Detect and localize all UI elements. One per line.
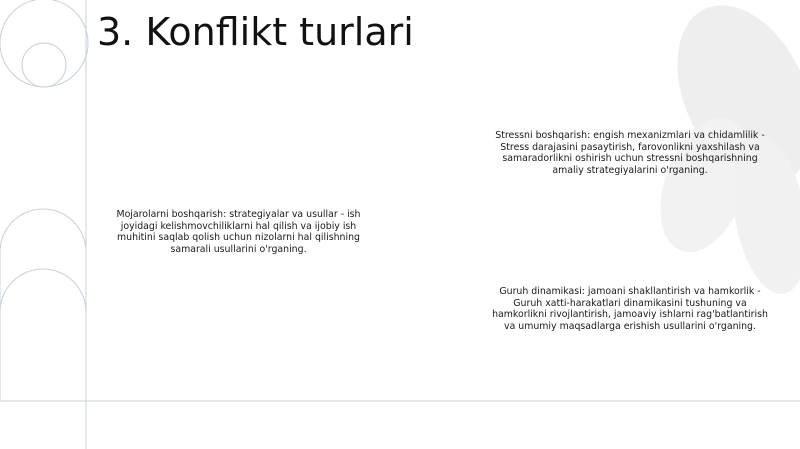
circle-small xyxy=(22,43,66,87)
group-dynamics-text: Guruh dinamikasi: jamoani shakllantirish va hamkorlik - Guruh xatti-harakatlari dinamikasini tushuning va hamkorlikni rivojlantirish, jamoaviy ishlarni rag'batlantirish va umumiy maqsadlarga erishish usullarini o'rganing. xyxy=(492,286,768,332)
arch-lower xyxy=(0,209,86,401)
stress-management-text: Stressni boshqarish: engish mexanizmlari va chidamlilik - Stress darajasini pasaytirish, farovonlikni yaxshilash va samaradorlikni oshirish uchun stressni boshqarishning amaliy strategiyalarini o'rganing. xyxy=(495,130,765,176)
slide-title: 3. Konflikt turlari xyxy=(97,10,414,54)
conflict-management-text: Mojarolarni boshqarish: strategiyalar va usullar - ish joyidagi kelishmovchiliklarni hal qilish va ijobiy ish muhitini saqlab qolish uchun nizolarni hal qilishning samarali usullarini o'rganing. xyxy=(116,209,361,255)
arch-upper xyxy=(0,269,86,340)
